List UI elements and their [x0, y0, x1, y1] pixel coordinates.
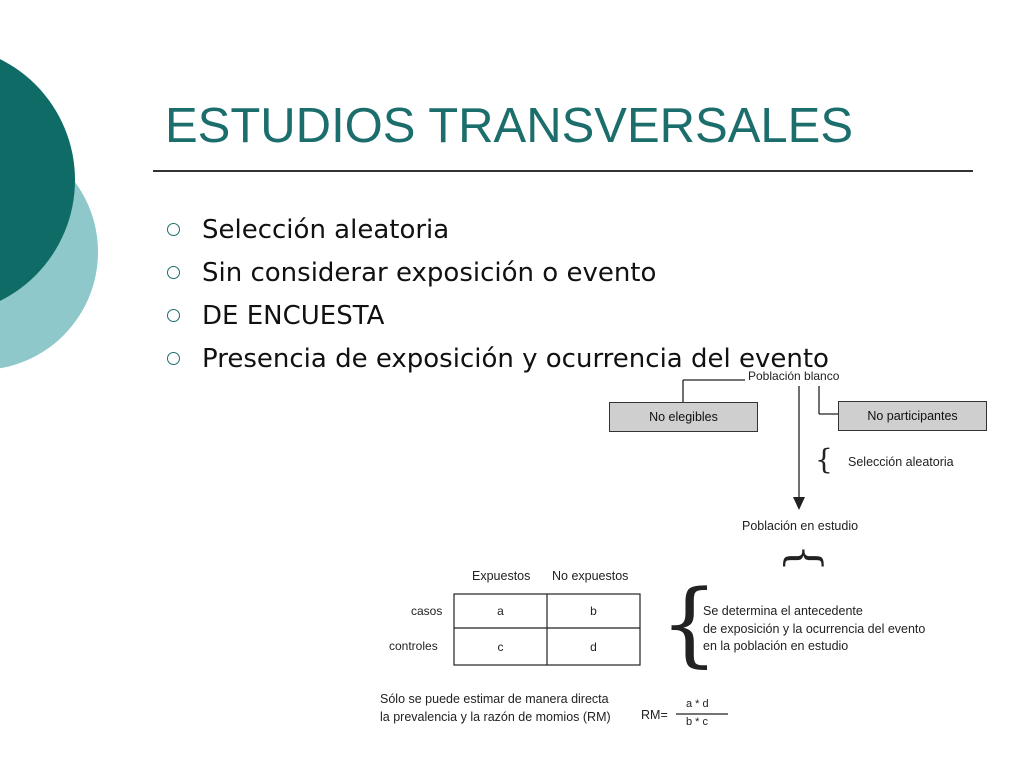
formula-label: RM= [641, 708, 668, 722]
bullet-list [165, 208, 829, 380]
estimate-text [380, 690, 611, 726]
bullet-text: Presencia de exposición y ocurrencia del evento [202, 343, 829, 374]
formula-denominator: b * c [686, 716, 709, 728]
main-arrow-head [793, 497, 805, 510]
small-brace-icon: { [815, 443, 833, 476]
non-participants-box: No participantes [838, 401, 987, 431]
determination-line: de exposición y la ocurrencia del evento [703, 621, 926, 636]
bullet-text: Selección aleatoria [202, 214, 450, 245]
determination-line: en la población en estudio [703, 639, 849, 653]
bullet-text: Sin considerar exposición o evento [202, 257, 657, 288]
col-header-not-exposed: No expuestos [552, 569, 629, 583]
large-brace-icon: { [660, 570, 719, 677]
table-cell-a: a [497, 604, 504, 618]
estimate-line: la prevalencia y la razón de momios (RM) [380, 710, 611, 724]
circle-bullet-icon [167, 309, 180, 322]
estimate-line: Sólo se puede estimar de manera directa [380, 692, 609, 706]
table-cell-d: d [590, 639, 597, 654]
target-population-label: Población blanco [748, 369, 840, 383]
study-population-label: Población en estudio [742, 519, 859, 533]
circle-bullet-icon [167, 266, 180, 279]
not-eligible-box: No elegibles [609, 402, 758, 432]
bullet-text: DE ENCUESTA [202, 300, 385, 331]
bullet-item [165, 251, 829, 294]
determination-text [703, 603, 925, 656]
random-selection-label: Selección aleatoria [848, 455, 954, 469]
bullet-item [165, 337, 829, 380]
decorative-circles [0, 0, 120, 420]
formula-numerator: a * d [686, 698, 709, 710]
page-title: ESTUDIOS TRANSVERSALES [165, 99, 854, 153]
bullet-item [165, 208, 829, 251]
horizontal-brace-icon: { [779, 544, 830, 572]
row-header-cases: casos [411, 604, 443, 618]
title-divider [153, 170, 973, 172]
row-header-controls: controles [389, 639, 438, 653]
circle-bullet-icon [167, 352, 180, 365]
col-header-exposed: Expuestos [472, 569, 531, 583]
table-cell-c: c [497, 639, 504, 654]
table-cell-b: b [590, 604, 597, 618]
determination-line: Se determina el antecedente [703, 604, 863, 618]
circle-bullet-icon [167, 223, 180, 236]
bullet-item [165, 294, 829, 337]
